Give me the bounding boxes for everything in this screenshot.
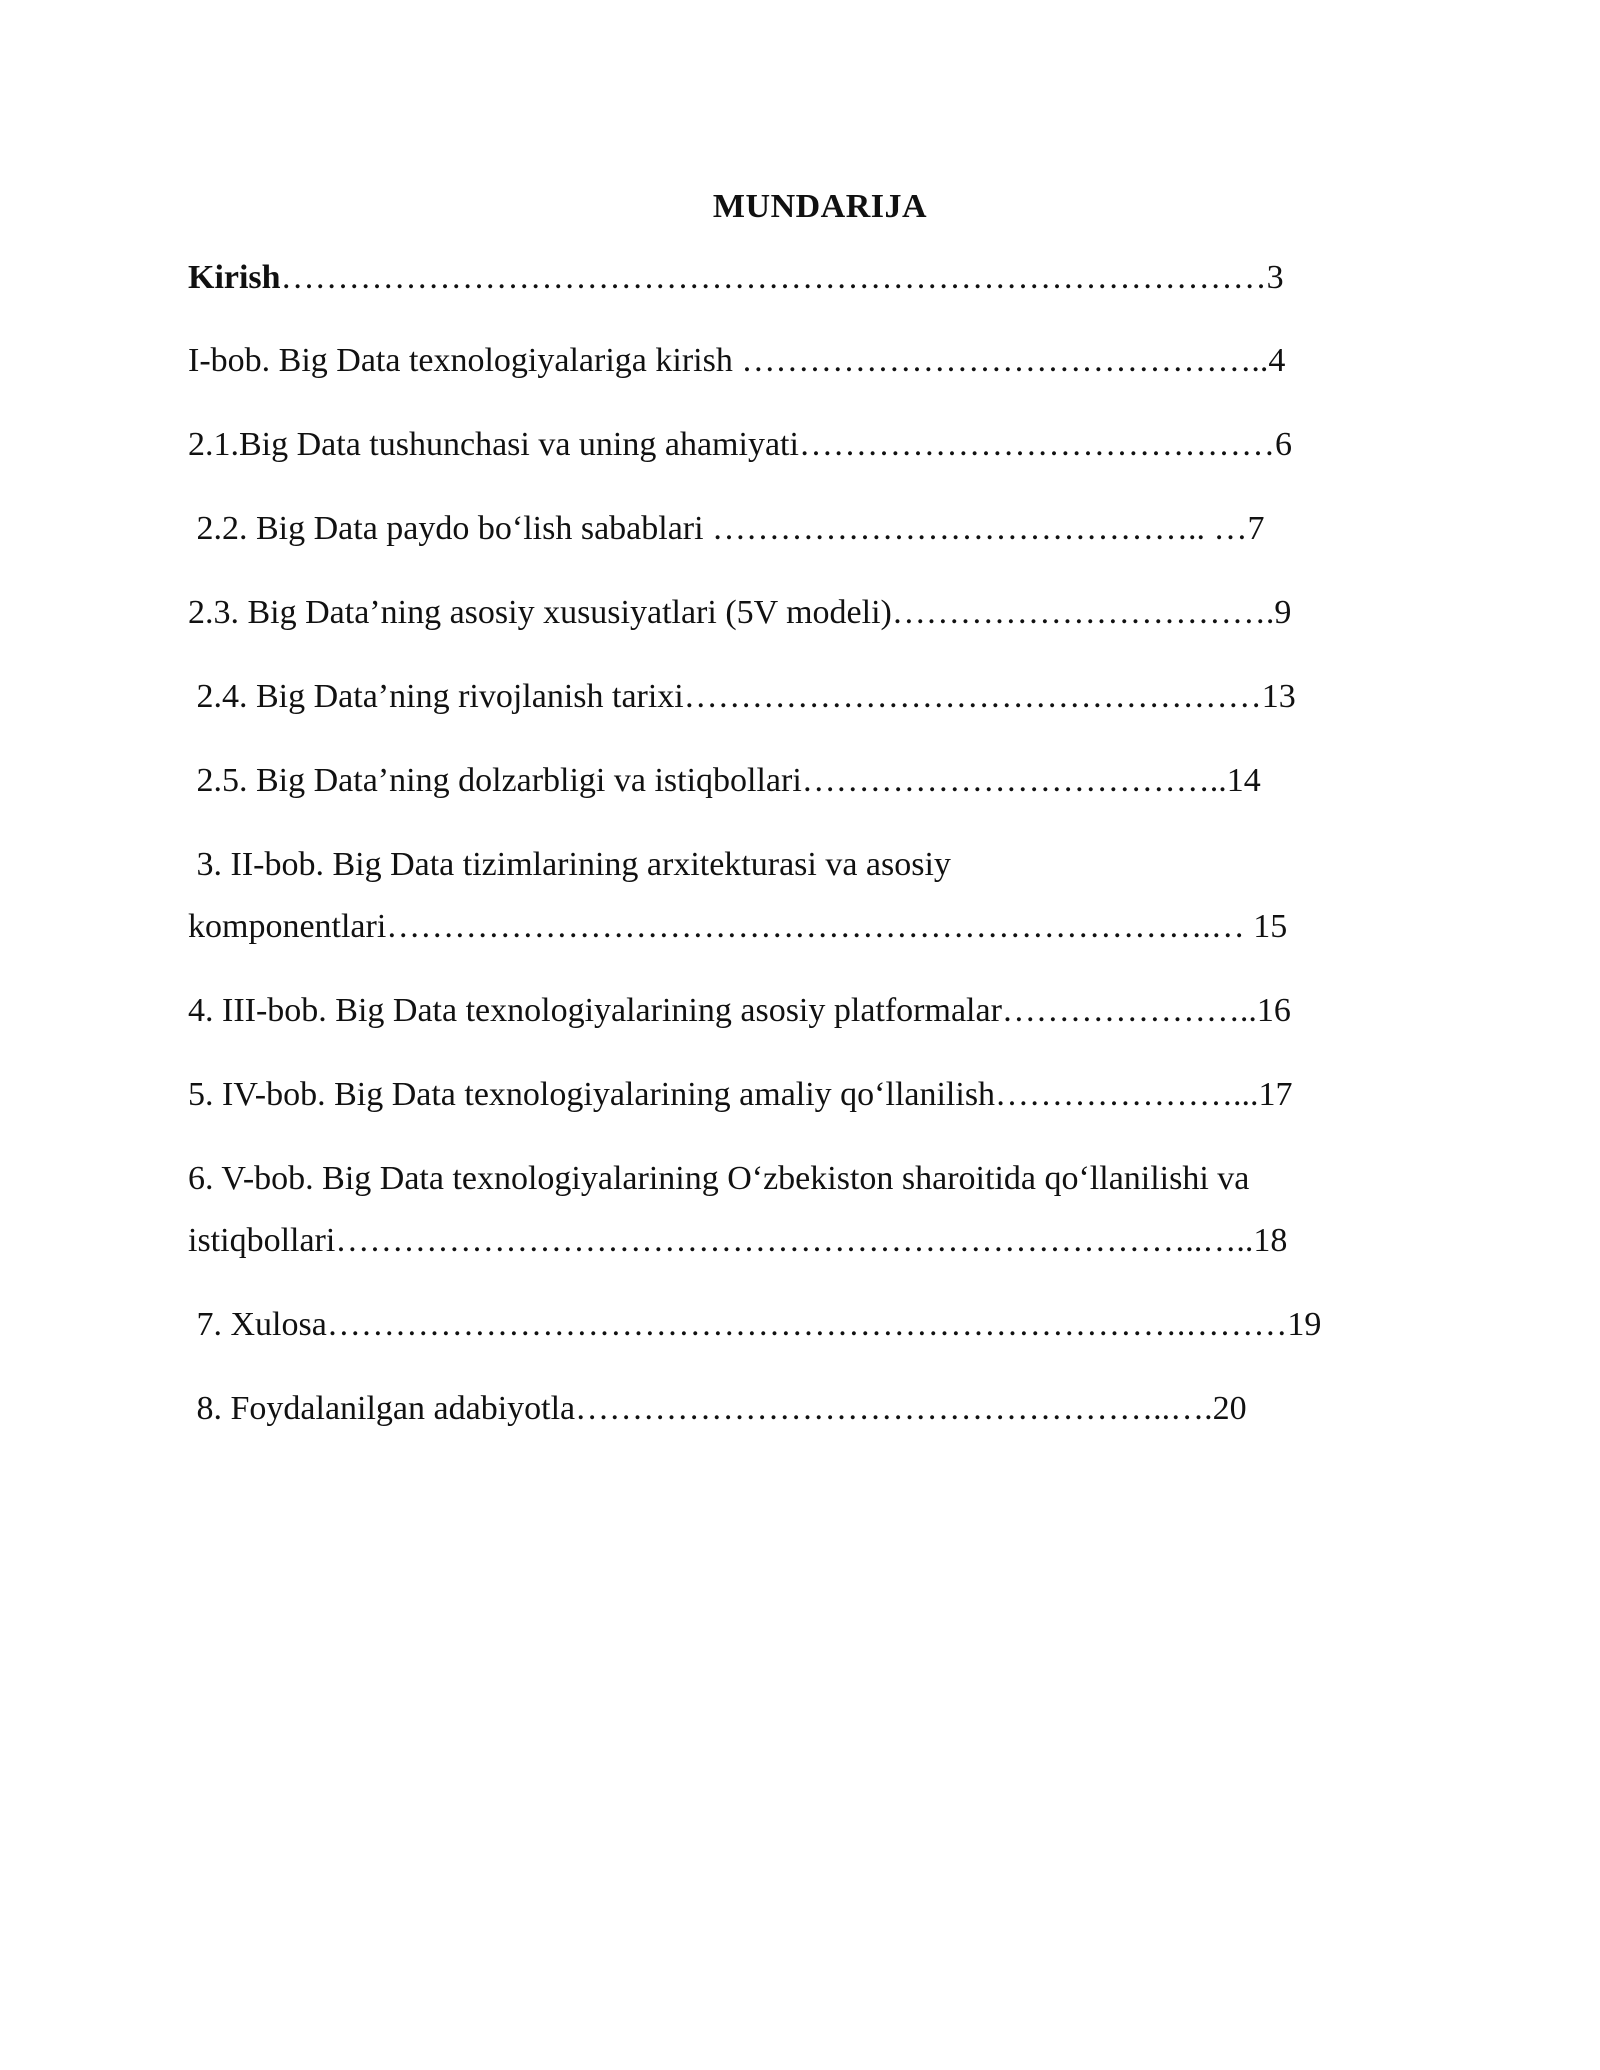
toc-entry: 6. V-bob. Big Data texnologiyalarining O‘zbekiston sharoitida qo‘llanilishi va (188, 1160, 1250, 1197)
toc-entry: komponentlari……………………………………………………………….… 15 (188, 908, 1288, 945)
page-title: MUNDARIJA (712, 188, 928, 225)
toc-entry: 2.2. Big Data paydo bo‘lish sabablari …………………………………….. …7 (188, 510, 1265, 547)
toc-entry: 3. II-bob. Big Data tizimlarining arxitekturasi va asosiy (188, 846, 951, 883)
toc-entry: 4. III-bob. Big Data texnologiyalarining asosiy platformalar…………………..16 (188, 992, 1291, 1029)
toc-entry-kirish (188, 258, 1284, 299)
toc-entry: 7. Xulosa………………………………………………………………….………19 (188, 1306, 1322, 1343)
toc-entry: 2.4. Big Data’ning rivojlanish tarixi……………………………………………13 (188, 678, 1296, 715)
toc-entry-lead: Kirish (188, 259, 281, 296)
toc-entry: 8. Foydalanilgan adabiyotla……………………………………………..….20 (188, 1390, 1247, 1427)
toc-entry-leader: ……………………………………………………………………………3 (280, 259, 1284, 296)
toc-entry: 2.3. Big Data’ning asosiy xususiyatlari (5V modeli)…………………………….9 (188, 594, 1292, 631)
toc-entry: 2.1.Big Data tushunchasi va uning ahamiyati……………………………………6 (188, 426, 1292, 463)
toc-entry: 2.5. Big Data’ning dolzarbligi va istiqbollari………………………………..14 (188, 762, 1261, 799)
toc-entry: I-bob. Big Data texnologiyalariga kirish ………………………………………..4 (188, 342, 1286, 379)
toc-entry: istiqbollari…………………………………………………………………..…..18 (188, 1222, 1288, 1259)
toc-entry: 5. IV-bob. Big Data texnologiyalarining amaliy qo‘llanilish…………………...17 (188, 1076, 1293, 1113)
